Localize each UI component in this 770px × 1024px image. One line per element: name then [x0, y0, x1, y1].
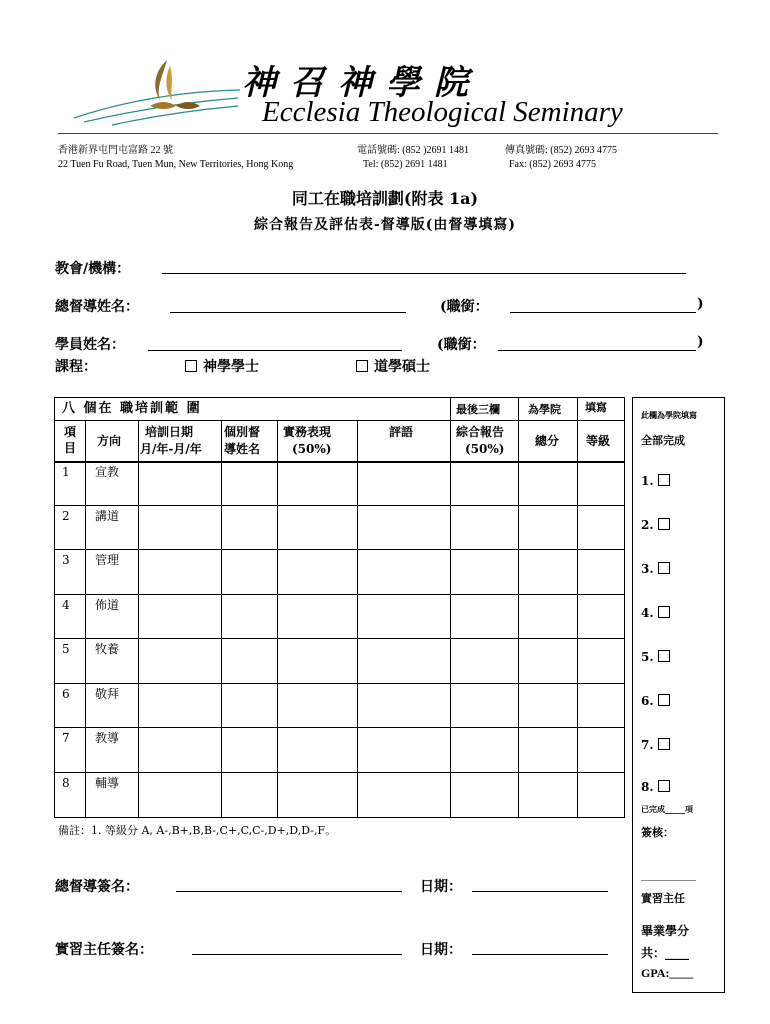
- header-report-2: (50%): [465, 442, 505, 456]
- row-4-number: 4: [62, 598, 70, 612]
- supervisor-name-input-line[interactable]: [170, 312, 406, 313]
- supervisor-title-label: (職銜：: [440, 299, 489, 315]
- phone-cn: 電話號碼: (852 )2691 1481: [357, 145, 469, 156]
- header-report-1: 綜合報告: [456, 425, 505, 439]
- seminary-logo: [72, 52, 242, 128]
- side-item-3[interactable]: 3.: [641, 562, 676, 576]
- last-three-label: 最後三欄: [456, 403, 500, 416]
- church-input-line[interactable]: [162, 273, 686, 274]
- side-item-5[interactable]: 5.: [641, 650, 676, 664]
- row-2-direction: 講道: [95, 509, 120, 523]
- row-6-direction: 敬拜: [95, 687, 120, 701]
- header-performance-2: (50%): [292, 442, 332, 456]
- supervisor-signature-line[interactable]: [176, 891, 402, 892]
- side-item-2[interactable]: 2.: [641, 518, 676, 532]
- course-option-bth[interactable]: [185, 356, 259, 376]
- date-label-1: 日期：: [420, 879, 462, 895]
- side-signature-line[interactable]: __________: [641, 868, 696, 881]
- row-4-direction: 佈道: [95, 598, 120, 612]
- row-3-direction: 管理: [95, 553, 120, 567]
- address-cn: 香港新界屯門屯富路 22 號: [58, 145, 173, 156]
- director-signature-line[interactable]: [192, 954, 402, 955]
- church-label: 教會/機構：: [55, 261, 131, 277]
- header-divider: [58, 133, 718, 134]
- side-item-1[interactable]: 1.: [641, 474, 676, 488]
- student-title-close: ): [697, 334, 704, 350]
- student-name-input-line[interactable]: [148, 350, 402, 351]
- phone-block: [357, 144, 469, 172]
- header-direction: 方向: [97, 434, 122, 448]
- grade-footnote: 備註：1. 等級分 A, A-,B+,B,B-,C+,C,C-,D+,D,D-,F。: [58, 824, 337, 837]
- header-dates-2: 月/年-月/年: [140, 442, 202, 456]
- header-dates-1: 培訓日期: [145, 425, 194, 439]
- side-item-4[interactable]: 4.: [641, 606, 676, 620]
- checkbox-icon[interactable]: [658, 606, 670, 618]
- flame-book-logo-icon: [72, 52, 242, 128]
- row-5-number: 5: [62, 642, 70, 656]
- side-item-7[interactable]: 7.: [641, 738, 676, 752]
- supervisor-title-close: ): [697, 296, 704, 312]
- side-item-6[interactable]: 6.: [641, 694, 676, 708]
- row-5-direction: 牧養: [95, 642, 120, 656]
- checkbox-icon[interactable]: [658, 780, 670, 792]
- header-performance-1: 實務表現: [283, 425, 332, 439]
- course-option-bth-label: 神學學士: [203, 359, 259, 375]
- date-label-2: 日期：: [420, 942, 462, 958]
- header-supervisor-1: 個別督: [224, 425, 261, 439]
- supervisor-signature-label: 總督導簽名：: [55, 879, 139, 895]
- date-line-1[interactable]: [472, 891, 608, 892]
- checkbox-icon[interactable]: [658, 562, 670, 574]
- header-comments: 評語: [389, 425, 414, 439]
- checkbox-icon[interactable]: [658, 738, 670, 750]
- side-approve-label: 簽核：: [641, 826, 674, 839]
- header-grade: 等級: [586, 434, 611, 448]
- side-item-8[interactable]: 8.: [641, 780, 676, 794]
- seminary-label: 為學院: [528, 403, 561, 416]
- row-8-number: 8: [62, 776, 70, 790]
- row-8-direction: 輔導: [95, 776, 120, 790]
- address-block: [58, 144, 293, 172]
- student-title-input-line[interactable]: [498, 350, 696, 351]
- director-signature-label: 實習主任簽名：: [55, 942, 153, 958]
- checkbox-icon[interactable]: [185, 360, 197, 372]
- row-1-direction: 宣教: [95, 465, 120, 479]
- header-supervisor-2: 導姓名: [224, 442, 261, 456]
- fax-block: [505, 144, 617, 172]
- course-label: 課程：: [55, 359, 97, 375]
- checkbox-icon[interactable]: [658, 694, 670, 706]
- checkbox-icon[interactable]: [658, 474, 670, 486]
- header-total: 總分: [535, 434, 560, 448]
- seminary-name-en: Ecclesia Theological Seminary: [262, 96, 623, 128]
- checkbox-icon[interactable]: [356, 360, 368, 372]
- address-en: 22 Tuen Fu Road, Tuen Mun, New Territories, Hong Kong: [58, 159, 294, 170]
- side-all-done: 全部完成: [641, 434, 685, 447]
- date-line-2[interactable]: [472, 954, 608, 955]
- side-gpa[interactable]: GPA:____: [641, 966, 694, 980]
- side-director-label: 實習主任: [641, 892, 685, 905]
- side-credits-total[interactable]: 共：____: [641, 946, 690, 960]
- table-section-title: 八 個在 職培訓範 圍: [62, 401, 202, 416]
- supervisor-title-input-line[interactable]: [510, 312, 696, 313]
- course-option-mdiv-label: 道學碩士: [374, 359, 430, 375]
- form-subtitle: 綜合報告及評估表-督導版(由督導填寫): [253, 217, 517, 233]
- row-7-number: 7: [62, 731, 70, 745]
- side-credits-label: 畢業學分: [641, 924, 690, 938]
- fill-label: 填寫: [585, 401, 607, 414]
- header-item: 項目: [64, 425, 77, 455]
- side-panel-title: 此欄為學院填寫: [641, 410, 697, 420]
- checkbox-icon[interactable]: [658, 650, 670, 662]
- row-2-number: 2: [62, 509, 70, 523]
- row-3-number: 3: [62, 553, 70, 567]
- row-7-direction: 教導: [95, 731, 120, 745]
- fax-cn: 傳真號碼: (852) 2693 4775: [505, 145, 617, 156]
- fax-en: Fax: (852) 2693 4775: [509, 159, 596, 170]
- row-6-number: 6: [62, 687, 70, 701]
- side-completed-count: 已完成_____項: [641, 804, 693, 814]
- seminary-name-cn: 神召神學院: [242, 63, 482, 103]
- course-option-mdiv[interactable]: [356, 356, 430, 376]
- student-title-label: (職銜：: [437, 337, 486, 353]
- seminary-side-panel: [632, 397, 725, 993]
- phone-en: Tel: (852) 2691 1481: [363, 159, 448, 170]
- form-title: 同工在職培訓劃(附表 1a): [291, 189, 479, 208]
- checkbox-icon[interactable]: [658, 518, 670, 530]
- row-1-number: 1: [62, 465, 70, 479]
- student-name-label: 學員姓名：: [55, 337, 125, 353]
- supervisor-name-label: 總督導姓名：: [55, 299, 139, 315]
